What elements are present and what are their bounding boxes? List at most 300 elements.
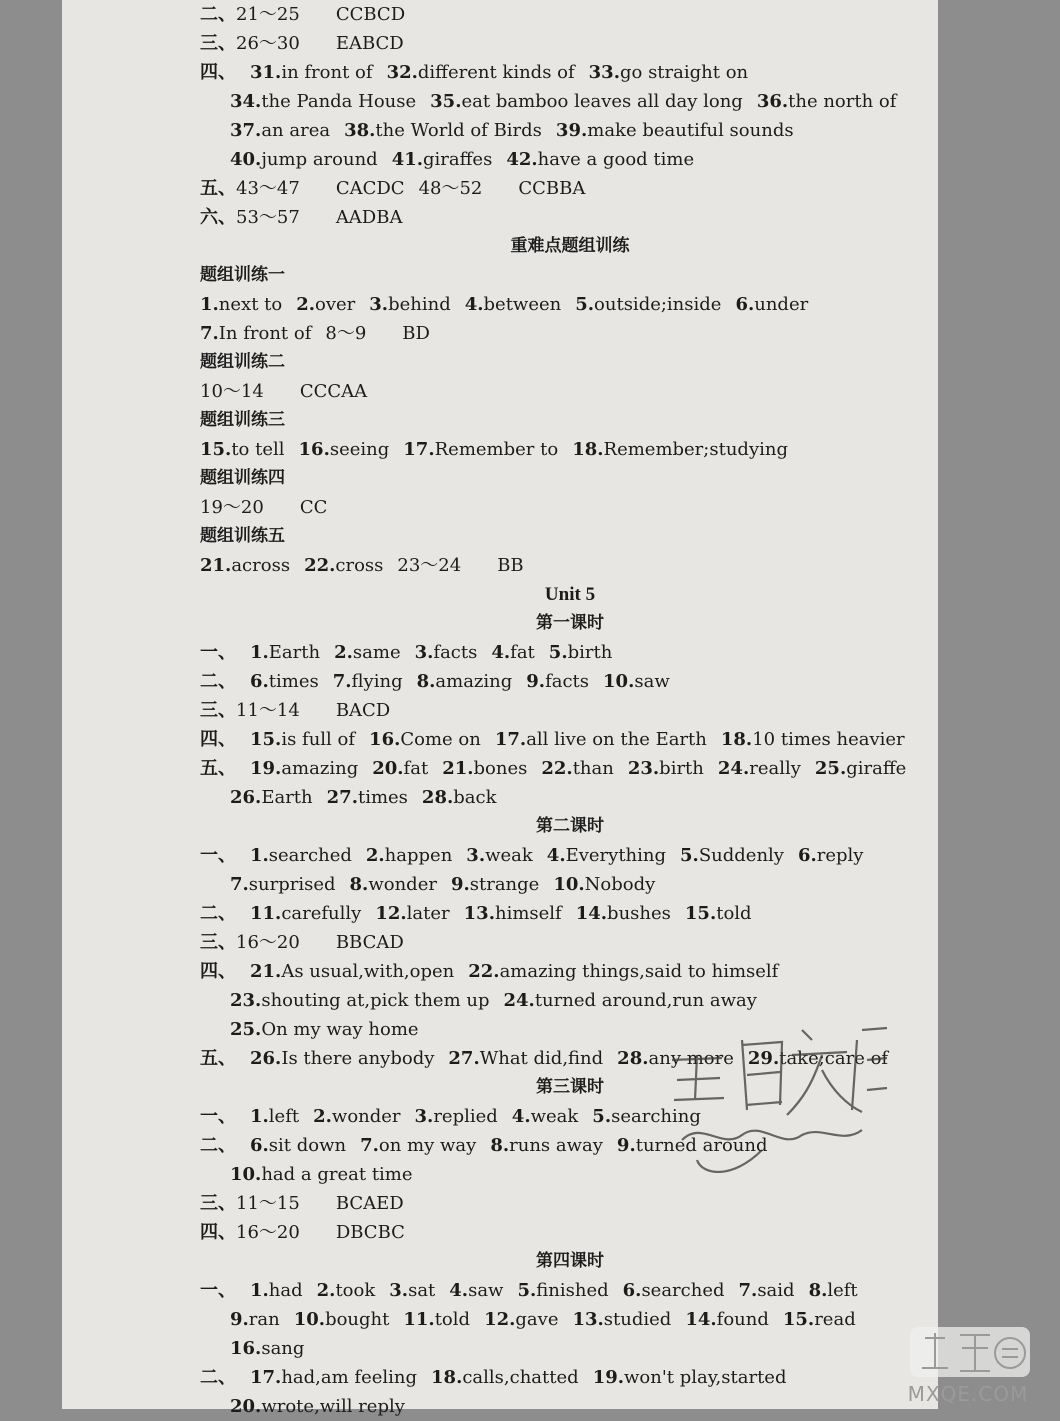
answer-item: [200, 497, 264, 518]
item-text: wonder: [368, 874, 437, 895]
item-number: 6.: [250, 1135, 269, 1156]
item-text: under: [754, 294, 809, 315]
item-text: between: [483, 294, 562, 315]
answer-item: [718, 758, 801, 779]
item-text: turned around,run away: [534, 990, 757, 1011]
answer-item: [360, 1135, 476, 1156]
answer-item: [250, 642, 320, 663]
answer-item: [572, 439, 788, 460]
unit-heading: Unit 5: [544, 584, 596, 605]
site-logo: [870, 1323, 1060, 1409]
item-text: flying: [351, 671, 403, 692]
item-number: 3.: [414, 1106, 434, 1127]
item-text: wrote,will reply: [261, 1396, 405, 1417]
item-number: 17.: [494, 729, 527, 750]
item-text: birth: [659, 758, 704, 779]
item-text: CCBCD: [335, 4, 406, 25]
answer-line: [200, 754, 960, 783]
item-text: 10 times heavier: [752, 729, 905, 750]
item-number: 12.: [484, 1309, 516, 1330]
answer-line: [200, 1218, 960, 1247]
answer-item: [465, 294, 562, 315]
answer-item: [572, 1309, 671, 1330]
section-heading: 第四课时: [536, 1251, 604, 1271]
item-number: 6.: [622, 1280, 642, 1301]
item-text: won't play,started: [624, 1367, 787, 1388]
item-number: 18.: [572, 439, 604, 460]
item-number: 15.: [250, 729, 282, 750]
answer-item: [366, 845, 452, 866]
item-text: BBCAD: [335, 932, 404, 953]
answer-item: [200, 961, 236, 982]
answer-line: [200, 1392, 960, 1421]
item-number: 39.: [555, 120, 588, 141]
item-text: the north of: [788, 91, 897, 112]
answer-item: [553, 874, 655, 895]
item-text: different kinds of: [417, 62, 575, 83]
item-number: 五、: [200, 178, 236, 199]
item-number: 3.: [369, 294, 389, 315]
item-number: 33.: [588, 62, 620, 83]
item-text: BCAED: [335, 1193, 404, 1214]
answer-line: [200, 667, 960, 696]
item-text: Everything: [565, 845, 667, 866]
item-text: Earth: [261, 787, 313, 808]
answer-item: [336, 700, 390, 721]
item-text: sit down: [268, 1135, 347, 1156]
answer-item: [392, 149, 493, 170]
item-number: 3.: [466, 845, 486, 866]
answer-item: [230, 120, 330, 141]
answer-item: [200, 932, 300, 953]
item-number: 2.: [365, 845, 385, 866]
answer-item: [389, 1280, 435, 1301]
item-number: 5.: [575, 294, 595, 315]
item-text: 53～57: [236, 207, 300, 228]
item-number: 16.: [298, 439, 330, 460]
answer-item: [230, 1338, 304, 1359]
item-text: read: [814, 1309, 856, 1330]
answer-item: [230, 787, 313, 808]
answer-item: [230, 1309, 280, 1330]
answer-item: [200, 729, 236, 750]
item-number: 10.: [230, 1164, 262, 1185]
answer-line: [200, 899, 960, 928]
answer-item: [506, 149, 694, 170]
item-text: As usual,with,open: [281, 961, 455, 982]
answer-item: [809, 1280, 858, 1301]
answer-item: [490, 1135, 603, 1156]
item-number: 16.: [230, 1338, 262, 1359]
item-text: Remember;studying: [603, 439, 788, 460]
item-text: runs away: [509, 1135, 603, 1156]
item-text: the Panda House: [261, 91, 417, 112]
item-number: 24.: [503, 990, 535, 1011]
item-text: next to: [218, 294, 283, 315]
answer-item: [518, 178, 585, 199]
item-number: 14.: [685, 1309, 717, 1330]
item-text: 11～14: [236, 700, 300, 721]
item-number: 2.: [313, 1106, 332, 1127]
answer-line: [200, 145, 960, 174]
item-text: CCBBA: [518, 178, 586, 199]
item-number: 41.: [391, 149, 424, 170]
item-number: 三、: [200, 700, 236, 721]
item-text: times: [357, 787, 408, 808]
item-number: 一、: [200, 1106, 236, 1127]
item-number: 8.: [808, 1280, 828, 1301]
item-text: times: [268, 671, 319, 692]
item-number: 13.: [572, 1309, 604, 1330]
item-text: seeing: [329, 439, 390, 460]
answer-item: [304, 555, 383, 576]
item-number: 22.: [541, 758, 573, 779]
answer-item: [375, 903, 449, 924]
item-text: over: [315, 294, 356, 315]
item-number: 5.: [517, 1280, 537, 1301]
answer-item: [403, 1309, 470, 1330]
item-number: 二、: [200, 4, 236, 25]
item-number: 21.: [250, 961, 282, 982]
answer-item: [448, 1048, 603, 1069]
answer-line: [200, 87, 960, 116]
item-text: CC: [299, 497, 328, 518]
answer-item: [369, 729, 481, 750]
item-number: 三、: [200, 1193, 236, 1214]
handwritten-watermark: [662, 1000, 892, 1190]
item-number: 18.: [431, 1367, 463, 1388]
answer-item: [603, 671, 670, 692]
answer-item: [541, 758, 613, 779]
answer-item: [623, 1280, 725, 1301]
drill-group-title: 题组训练一: [200, 265, 285, 285]
item-text: had,am feeling: [281, 1367, 418, 1388]
answer-item: [200, 4, 300, 25]
item-text: 48～52: [418, 178, 483, 199]
answer-line: [200, 551, 960, 580]
answer-item: [735, 294, 808, 315]
item-number: 35.: [430, 91, 462, 112]
answer-item: [497, 555, 523, 576]
answer-line: [200, 174, 960, 203]
answer-item: [593, 1367, 787, 1388]
item-number: 7.: [360, 1135, 379, 1156]
item-number: 27.: [326, 787, 358, 808]
answer-line: [200, 435, 960, 464]
item-number: 7.: [200, 323, 219, 344]
item-number: 22.: [468, 961, 500, 982]
answer-line: [200, 319, 960, 348]
drill-group-title: 题组训练三: [200, 410, 285, 430]
answer-item: [250, 671, 319, 692]
item-text: gave: [515, 1309, 559, 1330]
item-text: cross: [335, 555, 384, 576]
item-number: 9.: [616, 1135, 636, 1156]
item-number: 22.: [304, 555, 336, 576]
item-text: left: [827, 1280, 858, 1301]
item-number: 15.: [684, 903, 717, 924]
answer-item: [372, 758, 428, 779]
answer-line: [200, 290, 960, 319]
answer-item: [336, 178, 405, 199]
item-text: eat bamboo leaves all day long: [461, 91, 743, 112]
item-number: 一、: [200, 845, 236, 866]
answer-item: [250, 729, 355, 750]
answer-item: [313, 1106, 400, 1127]
answer-item: [369, 294, 450, 315]
item-number: 8.: [349, 874, 369, 895]
answer-item: [556, 120, 794, 141]
answer-line: [200, 1276, 960, 1305]
answer-item: [250, 1135, 346, 1156]
item-number: 7.: [332, 671, 352, 692]
item-text: the World of Birds: [375, 120, 542, 141]
item-number: 19.: [250, 758, 282, 779]
answer-line: [200, 638, 960, 667]
item-number: 28.: [421, 787, 454, 808]
item-number: 六、: [200, 207, 236, 228]
answer-item: [327, 787, 408, 808]
answer-item: [403, 439, 558, 460]
item-number: 1.: [250, 642, 269, 663]
item-text: facts: [545, 671, 590, 692]
answer-item: [442, 758, 527, 779]
item-number: 12.: [375, 903, 407, 924]
answer-item: [200, 758, 236, 779]
item-text: saw: [468, 1280, 504, 1301]
answer-item: [685, 903, 752, 924]
item-number: 6.: [797, 845, 817, 866]
item-text: weak: [485, 845, 533, 866]
answer-item: [200, 62, 236, 83]
item-number: 34.: [230, 91, 262, 112]
item-text: bought: [325, 1309, 390, 1330]
item-text: BACD: [335, 700, 391, 721]
item-text: took: [335, 1280, 376, 1301]
item-text: What did,find: [479, 1048, 604, 1069]
item-number: 3.: [414, 642, 434, 663]
answer-item: [387, 62, 575, 83]
answer-item: [464, 903, 562, 924]
answer-line: [200, 870, 960, 899]
item-text: birth: [567, 642, 613, 663]
item-text: replied: [433, 1106, 498, 1127]
item-text: turned around: [635, 1135, 768, 1156]
answer-item: [299, 439, 390, 460]
answer-item: [333, 671, 403, 692]
item-text: On my way home: [261, 1019, 419, 1040]
item-text: surprised: [248, 874, 336, 895]
item-text: had a great time: [261, 1164, 413, 1185]
answer-item: [250, 758, 358, 779]
item-text: is full of: [281, 729, 356, 750]
answer-line: [200, 696, 960, 725]
item-number: 4.: [464, 294, 484, 315]
answer-item: [468, 961, 778, 982]
answer-item: [200, 671, 236, 692]
item-number: 10.: [603, 671, 635, 692]
item-text: DBCBC: [335, 1222, 405, 1243]
item-text: Come on: [400, 729, 481, 750]
answer-item: [336, 932, 404, 953]
answer-item: [415, 642, 478, 663]
answer-item: [230, 1164, 413, 1185]
item-number: 五、: [200, 1048, 236, 1069]
item-number: 26.: [230, 787, 262, 808]
item-number: 1.: [200, 294, 219, 315]
item-number: 四、: [200, 961, 236, 982]
item-text: an area: [261, 120, 331, 141]
item-number: 23.: [627, 758, 660, 779]
answer-line: [200, 1305, 960, 1334]
item-number: 四、: [200, 62, 236, 83]
item-text: 16～20: [236, 1222, 300, 1243]
item-number: 1.: [250, 1280, 269, 1301]
item-text: wonder: [331, 1106, 401, 1127]
answer-item: [336, 1193, 404, 1214]
item-number: 19.: [592, 1367, 625, 1388]
item-number: 6.: [735, 294, 755, 315]
item-number: 二、: [200, 1135, 236, 1156]
item-text: amazing: [281, 758, 359, 779]
answer-content: [200, 0, 960, 1421]
item-text: fat: [403, 758, 429, 779]
item-number: 13.: [463, 903, 495, 924]
answer-item: [576, 903, 671, 924]
svg-text:MXQE.COM: MXQE.COM: [907, 1382, 1029, 1406]
answer-item: [294, 1309, 390, 1330]
answer-line: [200, 725, 960, 754]
item-number: 4.: [449, 1280, 469, 1301]
item-number: 三、: [200, 932, 236, 953]
answer-line: [200, 1334, 960, 1363]
item-text: told: [434, 1309, 471, 1330]
item-number: 11.: [250, 903, 282, 924]
answer-line: [200, 1189, 960, 1218]
answer-line: [200, 493, 960, 522]
item-number: 10.: [553, 874, 585, 895]
answer-item: [344, 120, 542, 141]
item-text: sat: [408, 1280, 436, 1301]
item-text: carefully: [281, 903, 362, 924]
answer-line: [200, 116, 960, 145]
answer-item: [230, 149, 378, 170]
item-number: 23.: [230, 990, 262, 1011]
drill-group-title: 题组训练四: [200, 468, 285, 488]
answer-line: [200, 0, 960, 29]
item-text: 43～47: [236, 178, 300, 199]
item-text: outside;inside: [594, 294, 722, 315]
item-number: 2.: [334, 642, 353, 663]
answer-item: [334, 642, 401, 663]
answer-item: [739, 1280, 795, 1301]
answer-item: [350, 874, 437, 895]
item-number: 36.: [756, 91, 789, 112]
answer-item: [200, 1193, 300, 1214]
answer-item: [300, 497, 328, 518]
answer-item: [250, 845, 352, 866]
item-number: 26.: [250, 1048, 282, 1069]
item-text: fat: [510, 642, 535, 663]
answer-item: [250, 961, 454, 982]
item-text: 23～24: [397, 555, 462, 576]
answer-item: [484, 1309, 558, 1330]
item-text: weak: [530, 1106, 579, 1127]
item-number: 1.: [250, 1106, 269, 1127]
answer-item: [422, 787, 497, 808]
item-number: 4.: [511, 1106, 531, 1127]
answer-item: [200, 439, 285, 460]
item-number: 4.: [546, 845, 566, 866]
item-number: 38.: [344, 120, 376, 141]
answer-item: [419, 178, 483, 199]
answer-line: [200, 783, 960, 812]
item-number: 2.: [296, 294, 316, 315]
item-text: happen: [384, 845, 453, 866]
item-text: behind: [388, 294, 451, 315]
answer-item: [250, 1280, 303, 1301]
item-text: BD: [402, 323, 430, 344]
answer-item: [230, 91, 416, 112]
item-text: really: [749, 758, 801, 779]
item-number: 15.: [200, 439, 232, 460]
item-number: 四、: [200, 1222, 236, 1243]
item-text: ran: [248, 1309, 280, 1330]
item-text: giraffes: [423, 149, 493, 170]
item-text: take;care of: [779, 1048, 889, 1069]
item-text: than: [572, 758, 614, 779]
answer-item: [549, 642, 613, 663]
item-number: 29.: [747, 1048, 780, 1069]
answer-item: [495, 729, 707, 750]
item-text: all live on the Earth: [526, 729, 707, 750]
answer-item: [402, 323, 430, 344]
item-text: 8～9: [325, 323, 367, 344]
item-text: In front of: [218, 323, 312, 344]
answer-item: [415, 1106, 498, 1127]
item-text: calls,chatted: [462, 1367, 579, 1388]
item-number: 10.: [293, 1309, 326, 1330]
answer-item: [431, 1367, 579, 1388]
item-number: 四、: [200, 729, 236, 750]
answer-item: [512, 1106, 579, 1127]
item-text: go straight on: [619, 62, 749, 83]
answer-item: [815, 758, 906, 779]
item-text: AADBA: [335, 207, 403, 228]
item-number: 5.: [548, 642, 568, 663]
item-number: 14.: [575, 903, 608, 924]
item-number: 1.: [250, 845, 269, 866]
answer-item: [200, 555, 290, 576]
answer-item: [230, 1396, 405, 1417]
item-text: 11～15: [236, 1193, 300, 1214]
answer-line: [200, 58, 960, 87]
item-number: 7.: [738, 1280, 758, 1301]
item-number: 11.: [403, 1309, 435, 1330]
answer-item: [547, 845, 666, 866]
item-number: 25.: [230, 1019, 262, 1040]
item-text: facts: [433, 642, 478, 663]
item-text: amazing things,said to himself: [499, 961, 779, 982]
item-number: 25.: [814, 758, 847, 779]
item-text: left: [268, 1106, 300, 1127]
item-text: told: [716, 903, 752, 924]
answer-item: [230, 1019, 419, 1040]
answer-item: [783, 1309, 856, 1330]
answer-item: [336, 33, 404, 54]
item-number: 五、: [200, 758, 236, 779]
answer-item: [685, 1309, 769, 1330]
